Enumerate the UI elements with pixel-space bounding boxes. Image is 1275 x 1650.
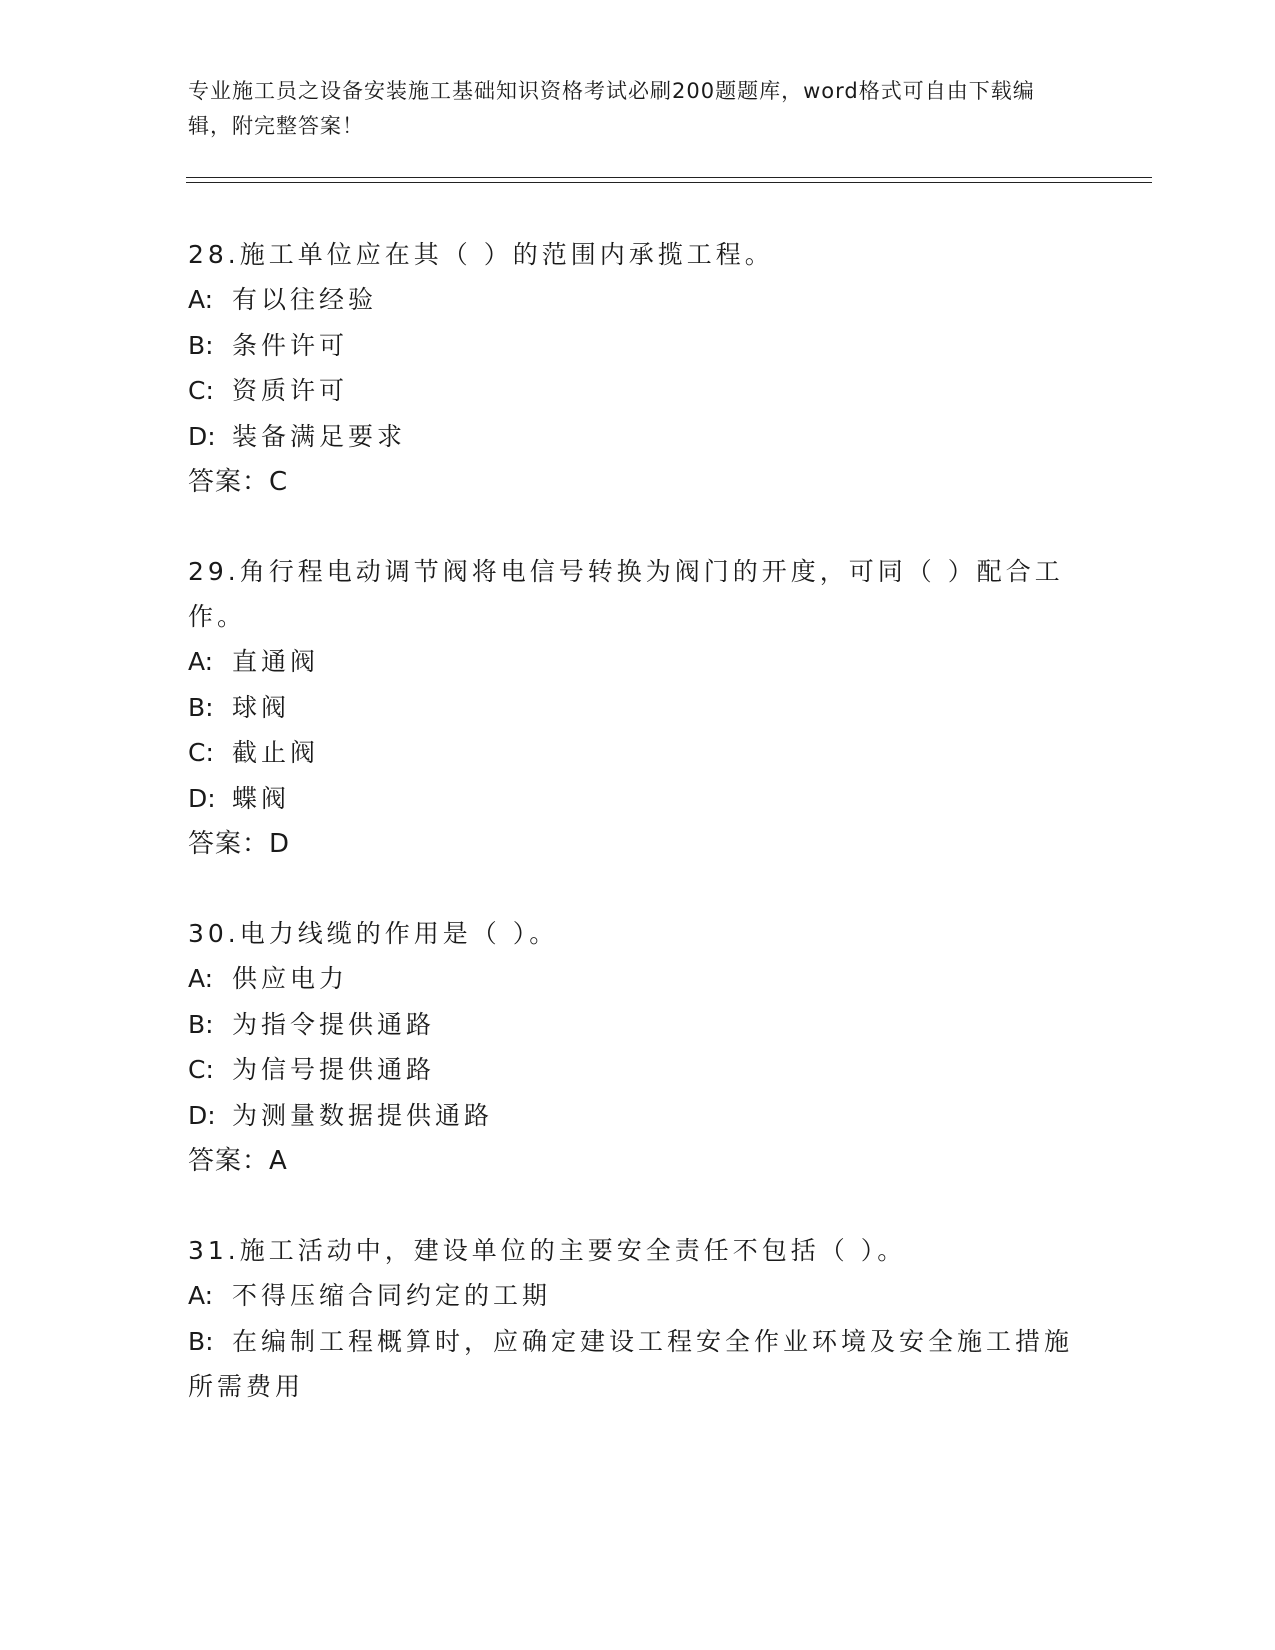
option-text: 球阀	[232, 692, 291, 722]
question-stem: 30.电力线缆的作用是（ ）。	[188, 919, 559, 948]
question-list	[188, 232, 1088, 1454]
option-a	[188, 277, 1088, 323]
answer-line: 答案：A	[188, 1146, 288, 1176]
option-key: B:	[188, 1326, 214, 1356]
option-d	[188, 1093, 1088, 1139]
question-stem: 29.角行程电动调节阀将电信号转换为阀门的开度，可同（ ）配合工作。	[188, 557, 1064, 631]
option-key: D:	[188, 421, 216, 451]
option-key: A:	[188, 964, 214, 993]
option-b	[188, 1319, 1088, 1410]
option-key: A:	[188, 285, 214, 314]
option-key: A:	[188, 1281, 214, 1310]
option-text: 为测量数据提供通路	[232, 1100, 494, 1130]
option-text: 有以往经验	[232, 285, 378, 314]
option-text: 在编制工程概算时，应确定建设工程安全作业环境及安全施工措施所需费用	[188, 1326, 1074, 1401]
option-d	[188, 776, 1088, 822]
question-29	[188, 549, 1088, 867]
option-key: B:	[188, 330, 214, 360]
option-c	[188, 1047, 1088, 1093]
option-text: 蝶阀	[232, 783, 291, 813]
answer-line: 答案：D	[188, 829, 291, 859]
question-28	[188, 232, 1088, 505]
question-stem: 31.施工活动中，建设单位的主要安全责任不包括（ ）。	[188, 1236, 907, 1265]
question-stem: 28.施工单位应在其（ ）的范围内承揽工程。	[188, 240, 774, 269]
option-a	[188, 1273, 1088, 1319]
option-b	[188, 1002, 1088, 1048]
option-key: C:	[188, 376, 214, 405]
option-b	[188, 323, 1088, 369]
document-header: 专业施工员之设备安装施工基础知识资格考试必刷200题题库，word格式可自由下载编辑，附完整答案！	[188, 79, 1035, 138]
option-key: D:	[188, 783, 216, 813]
option-key: B:	[188, 692, 214, 722]
option-text: 不得压缩合同约定的工期	[232, 1281, 552, 1310]
option-key: D:	[188, 1100, 216, 1130]
header-divider	[186, 177, 1152, 183]
option-c	[188, 730, 1088, 776]
option-text: 装备满足要求	[232, 421, 407, 451]
option-a	[188, 639, 1088, 685]
option-text: 为信号提供通路	[232, 1055, 436, 1084]
option-text: 条件许可	[232, 330, 349, 360]
answer-line: 答案：C	[188, 467, 289, 497]
option-text: 截止阀	[232, 738, 320, 767]
option-key: C:	[188, 738, 214, 767]
option-text: 资质许可	[232, 376, 349, 405]
option-key: B:	[188, 1009, 214, 1039]
option-key: C:	[188, 1055, 214, 1084]
option-key: A:	[188, 647, 214, 676]
option-text: 直通阀	[232, 647, 320, 676]
option-text: 供应电力	[232, 964, 349, 993]
option-a	[188, 956, 1088, 1002]
option-text: 为指令提供通路	[232, 1009, 436, 1039]
option-c	[188, 368, 1088, 414]
question-31	[188, 1228, 1088, 1410]
question-30	[188, 911, 1088, 1184]
option-d	[188, 414, 1088, 460]
option-b	[188, 685, 1088, 731]
